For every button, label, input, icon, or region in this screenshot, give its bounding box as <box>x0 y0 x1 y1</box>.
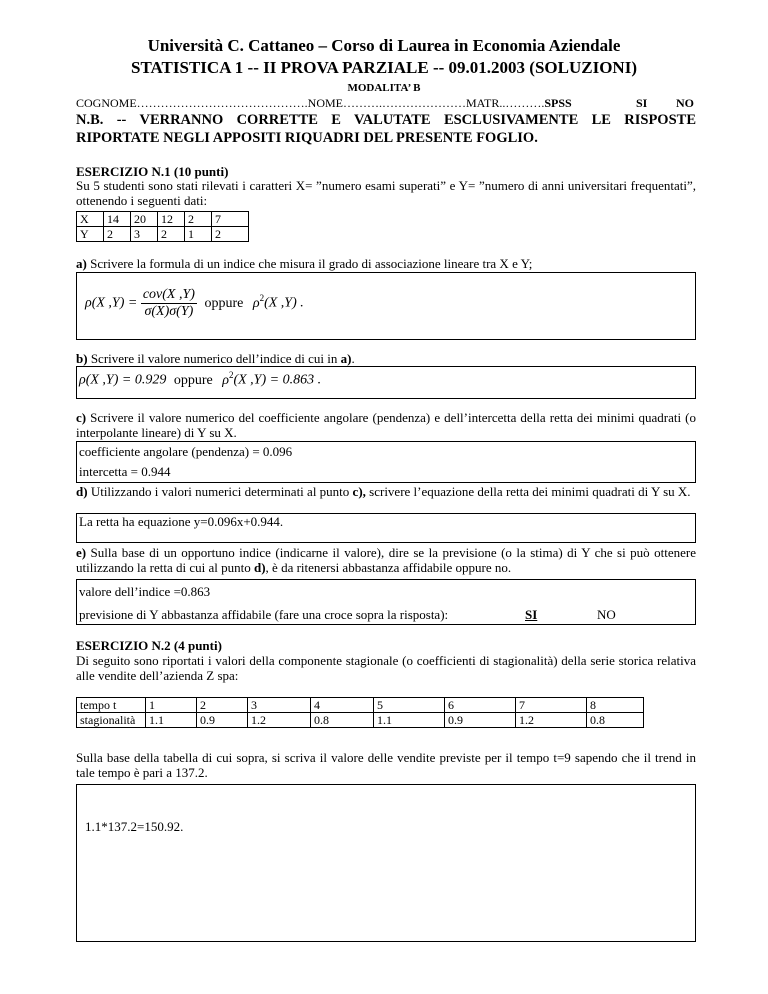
ex1-intro: Su 5 studenti sono stati rilevati i caratteri X= ”numero esami superati” e Y= ”numero di anni universitari frequentati”, ottenendo i seguenti dati: <box>76 178 696 208</box>
ex2-title: ESERCIZIO N.2 (4 punti) <box>76 638 222 653</box>
answer-b-rho: ρ(X ,Y) = 0.929 <box>79 372 167 388</box>
table-cell: 5 <box>374 698 445 713</box>
question-label-e: e) <box>76 545 87 560</box>
table-cell: 2 <box>185 212 212 227</box>
question-text-e2: , è da ritenersi abbastanza affidabile oppure no. <box>265 560 512 575</box>
formula-fraction <box>141 287 197 320</box>
answer-box-e[interactable] <box>76 579 696 625</box>
question-label-a: a) <box>76 256 87 271</box>
answer-b-rho2-value: (X ,Y) = 0.863 . <box>233 372 322 388</box>
table-row-y <box>77 227 249 242</box>
formula-rho: ρ <box>252 295 260 311</box>
answer-e-no[interactable]: NO <box>597 607 616 622</box>
answer-b-rho2: ρ <box>222 372 229 388</box>
answer-ex2: 1.1*137.2=150.92. <box>85 819 184 834</box>
table-row-x <box>77 212 249 227</box>
answer-box-a[interactable] <box>76 272 696 340</box>
table-cell: 4 <box>311 698 374 713</box>
table-cell: 2 <box>197 698 248 713</box>
answer-b <box>79 370 321 389</box>
table-row-time <box>77 698 644 713</box>
ex1-question-e <box>76 545 696 575</box>
ex1-question-c <box>76 410 696 440</box>
answer-b-oppure: oppure <box>173 372 213 388</box>
spss-si: SI <box>636 96 648 110</box>
table-cell: 1.1 <box>146 713 197 728</box>
table-cell: 7 <box>516 698 587 713</box>
ex1-question-d <box>76 484 696 499</box>
table-cell: 2 <box>104 227 131 242</box>
ex2-question: Sulla base della tabella di cui sopra, si scriva il valore delle vendite previste per il tempo t=9 sapendo che il trend in tale tempo è pari a 137.2. <box>76 750 696 780</box>
table-cell: 1 <box>146 698 197 713</box>
question-end-b: . <box>351 351 355 366</box>
answer-e-si[interactable]: SI <box>525 607 538 622</box>
table-cell: 1.2 <box>248 713 311 728</box>
table-row-seasonality <box>77 713 644 728</box>
modalita-label: MODALITA’ B <box>347 82 421 94</box>
question-text-d2: scrivere l’equazione della retta dei minimi quadrati di Y su X. <box>365 484 691 499</box>
nb-notice: N.B. -- VERRANNO CORRETTE E VALUTATE ESCLUSIVAMENTE LE RISPOSTE RIPORTATE NEGLI APPOSITI RIQUADRI DEL PRESENTE FOGLIO. <box>76 112 696 146</box>
question-label-d: d) <box>76 484 88 499</box>
answer-box-b[interactable] <box>76 366 696 399</box>
answer-c-intercept: intercetta = 0.944 <box>79 464 171 479</box>
formula-oppure: oppure <box>204 295 244 311</box>
student-info-line <box>76 96 696 111</box>
question-ref-e: d) <box>253 560 266 575</box>
formula-denominator: σ(X)σ(Y) <box>144 304 194 319</box>
answer-c-slope: coefficiente angolare (pendenza) = 0.096 <box>79 444 293 459</box>
table-cell: 12 <box>158 212 185 227</box>
answer-d: La retta ha equazione y=0.096x+0.944. <box>79 514 284 529</box>
table-cell: 0.8 <box>587 713 644 728</box>
header-exam-title: STATISTICA 1 -- II PROVA PARZIALE -- 09.01.2003 (SOLUZIONI) <box>131 58 637 77</box>
table-header: stagionalità <box>77 713 146 728</box>
answer-e-question: previsione di Y abbastanza affidabile (fare una croce sopra la risposta): <box>79 607 449 622</box>
question-text-a: Scrivere la formula di un indice che misura il grado di associazione lineare tra X e Y; <box>86 256 533 271</box>
question-text-c: Scrivere il valore numerico del coefficiente angolare (pendenza) e dell’intercetta della retta dei minimi quadrati (o interpolante lineare) di Y su X. <box>76 410 696 440</box>
question-ref-d: c), <box>352 484 366 499</box>
table-cell: 2 <box>158 227 185 242</box>
table-cell: 6 <box>445 698 516 713</box>
question-label-c: c) <box>76 410 87 425</box>
formula-correlation <box>85 287 304 320</box>
question-ref-b: a) <box>340 351 352 366</box>
table-cell: 1 <box>185 227 212 242</box>
answer-e-index: valore dell’indice =0.863 <box>79 584 211 599</box>
table-cell: 1.2 <box>516 713 587 728</box>
table-cell: 2 <box>212 227 249 242</box>
formula-numerator: cov(X ,Y) <box>142 287 195 302</box>
question-text-d1: Utilizzando i valori numerici determinati al punto <box>87 484 353 499</box>
table-cell: 3 <box>131 227 158 242</box>
table-cell: 20 <box>131 212 158 227</box>
answer-box-c[interactable] <box>76 441 696 483</box>
question-text-e1: Sulla base di un opportuno indice (indicarne il valore), dire se la previsione (o la stima) di Y che si può ottenere utilizzando la retta di cui al punto <box>76 545 696 575</box>
ex2-seasonality-table <box>76 697 644 728</box>
header-university: Università C. Cattaneo – Corso di Laurea in Economia Aziendale <box>147 36 621 55</box>
ex2-intro: Di seguito sono riportati i valori della componente stagionale (o coefficienti di stagionalità) della serie storica relativa alle vendite dell’azienda Z spa: <box>76 653 696 683</box>
spss-no: NO <box>676 96 694 110</box>
ex1-question-b <box>76 351 355 367</box>
answer-b-squared: 2 <box>228 370 234 380</box>
cognome-nome-matr: COGNOME…………………………………….NOME……….…………………MATR..………. <box>76 96 545 110</box>
table-cell: 1.1 <box>374 713 445 728</box>
table-cell: 0.9 <box>197 713 248 728</box>
table-cell: Y <box>77 227 104 242</box>
table-cell: 0.9 <box>445 713 516 728</box>
table-cell: 3 <box>248 698 311 713</box>
table-header: tempo t <box>77 698 146 713</box>
table-cell: 0.8 <box>311 713 374 728</box>
table-cell: 7 <box>212 212 249 227</box>
table-cell: X <box>77 212 104 227</box>
formula-squared: 2 <box>259 293 265 304</box>
table-cell: 8 <box>587 698 644 713</box>
ex1-data-table <box>76 211 249 242</box>
answer-box-d[interactable] <box>76 513 696 543</box>
table-cell: 14 <box>104 212 131 227</box>
question-label-b: b) <box>76 351 88 366</box>
ex1-question-a <box>76 256 532 272</box>
answer-box-ex2[interactable] <box>76 784 696 942</box>
formula-alt: (X ,Y) . <box>264 295 304 311</box>
formula-lhs: ρ(X ,Y) = <box>85 295 138 311</box>
question-text-b: Scrivere il valore numerico dell’indice di cui in <box>87 351 341 366</box>
spss-label: SPSS <box>544 96 572 110</box>
ex1-title: ESERCIZIO N.1 (10 punti) <box>76 164 229 179</box>
